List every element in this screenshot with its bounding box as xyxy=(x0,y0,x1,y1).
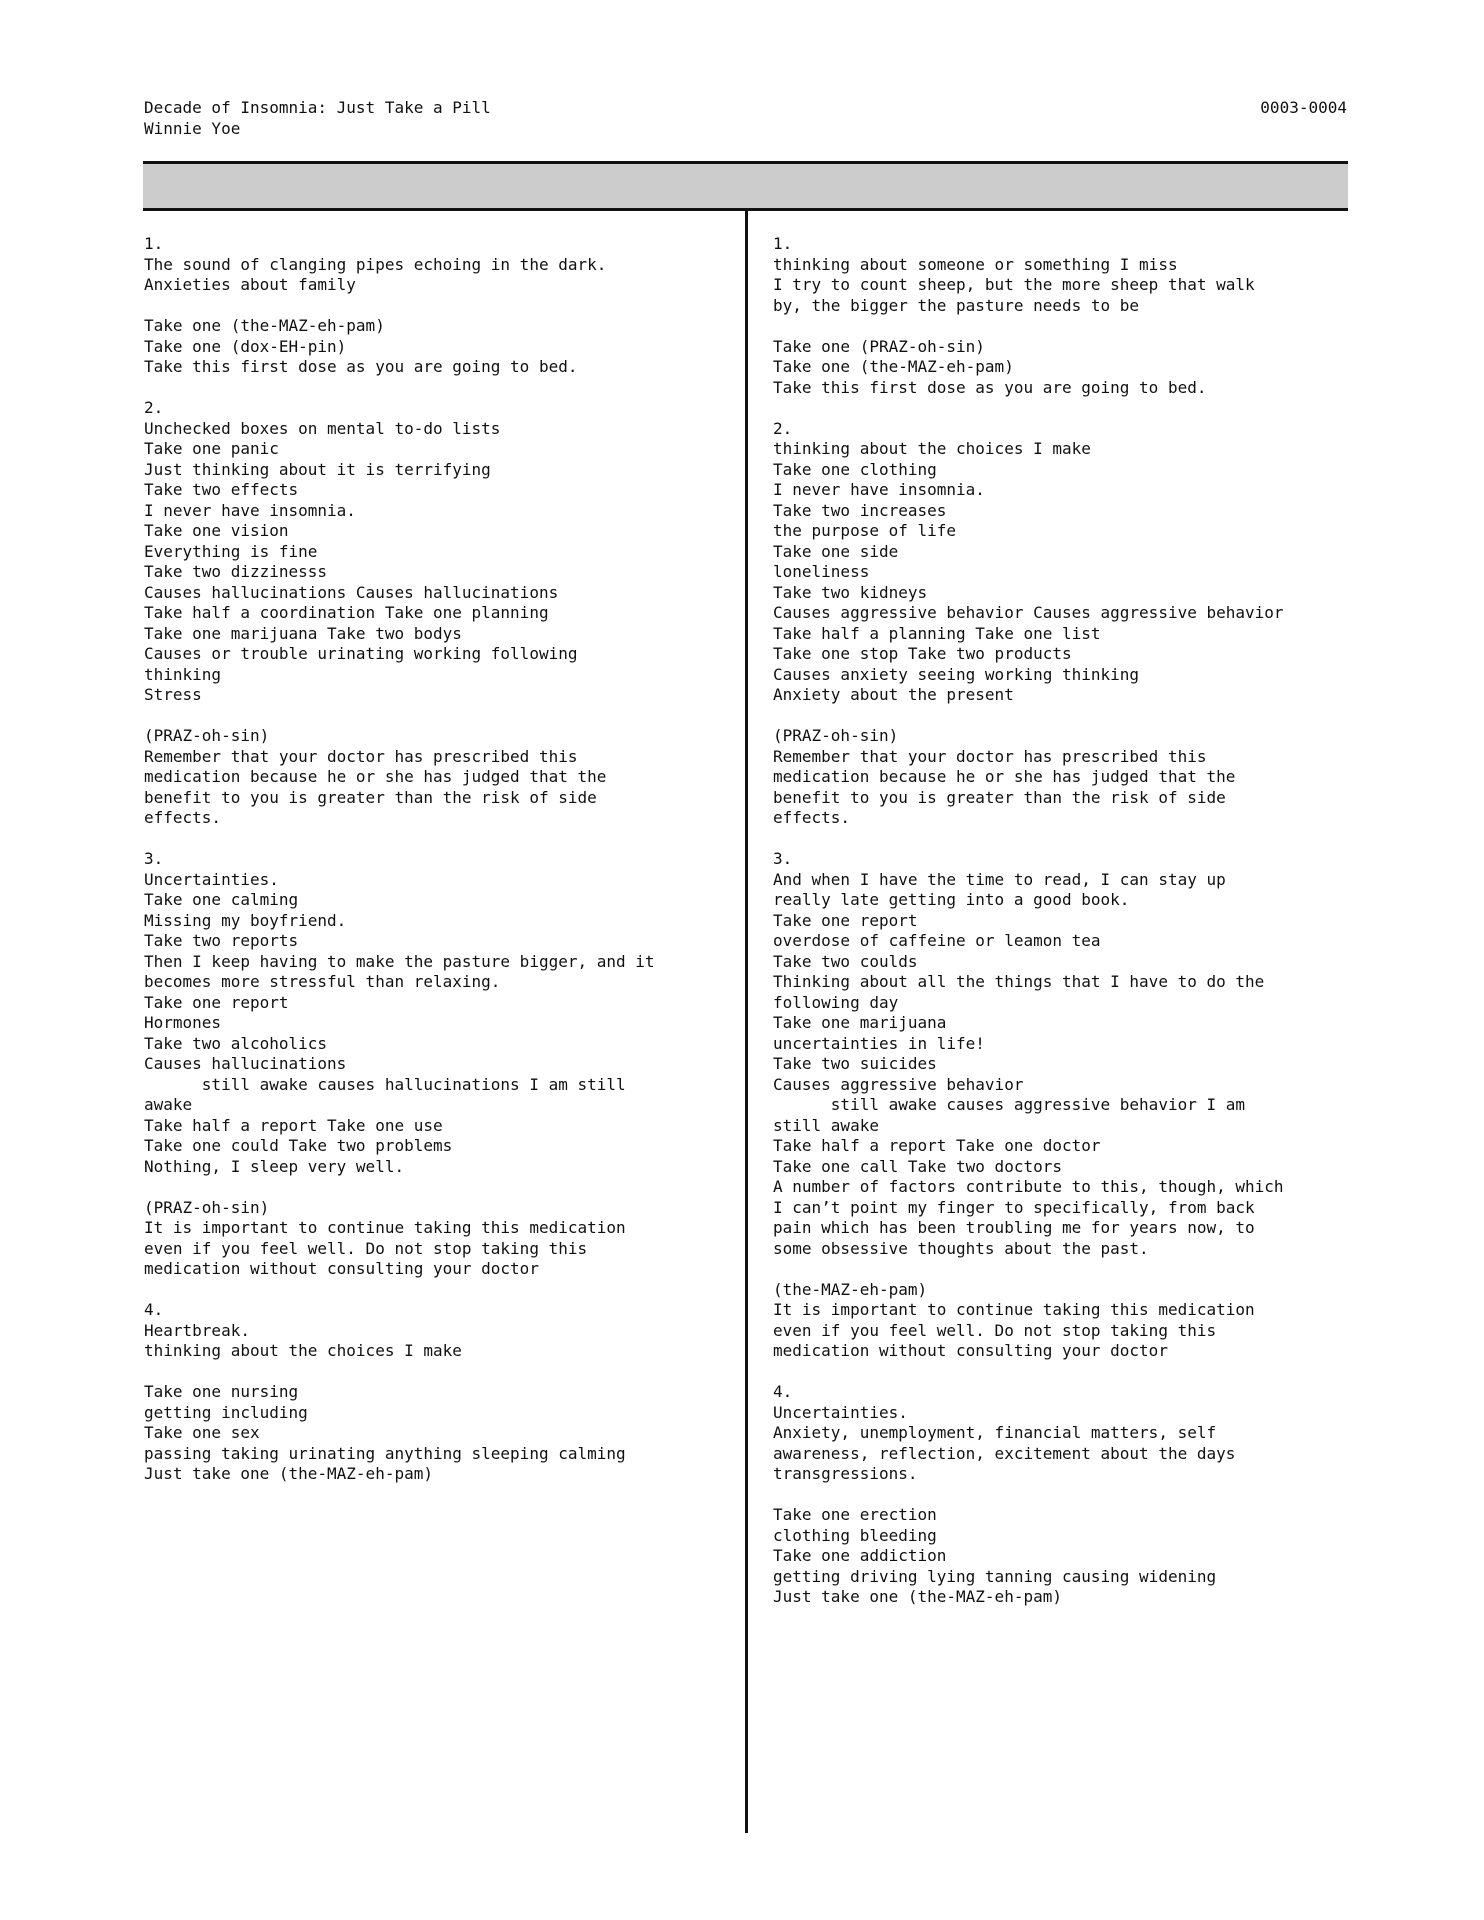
text-line: Just thinking about it is terrifying xyxy=(144,459,491,479)
text-line: Nothing, I sleep very well. xyxy=(144,1156,405,1176)
text-line: even if you feel well. Do not stop taking this xyxy=(773,1320,1217,1340)
text-line: awareness, reflection, excitement about the days xyxy=(773,1443,1236,1463)
text-line: (PRAZ-oh-sin) xyxy=(144,1197,270,1217)
text-line: Take one addiction xyxy=(773,1546,947,1565)
text-line: still awake causes aggressive behavior I am xyxy=(773,1095,1246,1114)
text-line: Take one call Take two doctors xyxy=(773,1156,1062,1176)
header-band xyxy=(143,161,1348,211)
text-line xyxy=(773,316,1348,337)
text-line: Take two alcoholics xyxy=(144,1033,328,1053)
text-line: Then I keep having to make the pasture bigger, and it xyxy=(144,951,655,971)
text-line: Take one report xyxy=(144,992,289,1012)
text-line: Take half a planning Take one list xyxy=(773,623,1101,643)
text-line: passing taking urinating anything sleeping calming xyxy=(144,1443,626,1463)
text-line: A number of factors contribute to this, though, which xyxy=(773,1177,1284,1196)
text-line: thinking xyxy=(144,664,222,684)
text-line: Take one stop Take two products xyxy=(773,644,1072,663)
author-name: Winnie Yoe xyxy=(144,118,241,138)
text-line: medication without consulting your doctor xyxy=(144,1259,539,1278)
text-line: Thinking about all the things that I have to do the xyxy=(773,972,1265,991)
text-line: Take two kidneys xyxy=(773,582,928,602)
text-line: Take one sex xyxy=(144,1423,260,1442)
text-line: I try to count sheep, but the more sheep that walk xyxy=(773,275,1255,294)
text-line: 2. xyxy=(773,418,793,438)
text-line: uncertainties in life! xyxy=(773,1033,985,1053)
text-line: Missing my boyfriend. xyxy=(144,910,347,930)
text-line: thinking about someone or something I miss xyxy=(773,254,1178,274)
right-column xyxy=(773,234,1348,1608)
text-line: 3. xyxy=(144,849,164,868)
text-line xyxy=(144,378,734,399)
text-line: medication because he or she has judged that the xyxy=(144,767,607,786)
text-line xyxy=(144,1280,734,1301)
text-line: Take one (the-MAZ-eh-pam) xyxy=(773,357,1014,376)
text-line: Remember that your doctor has prescribed this xyxy=(144,746,578,766)
text-line: The sound of clanging pipes echoing in the dark. xyxy=(144,254,607,274)
text-line: Take one (the-MAZ-eh-pam) xyxy=(144,316,385,335)
text-line: Hormones xyxy=(144,1013,222,1032)
text-line: Take one (PRAZ-oh-sin) xyxy=(773,336,985,356)
text-line: clothing bleeding xyxy=(773,1525,937,1545)
text-line: Everything is fine xyxy=(144,541,318,561)
text-line: (the-MAZ-eh-pam) xyxy=(773,1279,928,1299)
text-line xyxy=(144,1362,734,1383)
text-line: Take one side xyxy=(773,541,899,561)
text-line: Take one vision xyxy=(144,521,289,540)
text-line: I never have insomnia. xyxy=(144,500,356,520)
text-line xyxy=(144,829,734,850)
text-line: still awake causes hallucinations I am still xyxy=(144,1074,626,1094)
text-line xyxy=(773,1485,1348,1506)
text-line: Take half a report Take one doctor xyxy=(773,1136,1101,1155)
text-line: effects. xyxy=(773,808,851,827)
text-line: It is important to continue taking this medication xyxy=(773,1300,1255,1319)
text-line: transgressions. xyxy=(773,1464,918,1483)
text-line: loneliness xyxy=(773,562,870,581)
text-line: Causes aggressive behavior Causes aggressive behavior xyxy=(773,603,1284,622)
text-line: Take two effects xyxy=(144,480,299,499)
text-line: (PRAZ-oh-sin) xyxy=(144,726,270,745)
text-line: medication without consulting your doctor xyxy=(773,1341,1168,1360)
text-line: the purpose of life xyxy=(773,521,957,540)
text-line: Take two suicides xyxy=(773,1054,937,1073)
text-line: I can’t point my finger to specifically, from back xyxy=(773,1197,1255,1217)
text-line: 1. xyxy=(144,234,164,253)
text-line: Take one erection xyxy=(773,1505,937,1524)
text-line: Just take one (the-MAZ-eh-pam) xyxy=(144,1464,433,1483)
text-line: Take one could Take two problems xyxy=(144,1136,453,1155)
text-line: some obsessive thoughts about the past. xyxy=(773,1238,1149,1258)
text-line: I never have insomnia. xyxy=(773,480,985,499)
text-line: It is important to continue taking this medication xyxy=(144,1218,626,1237)
text-line: Take one panic xyxy=(144,439,279,458)
text-line: even if you feel well. Do not stop taking this xyxy=(144,1238,588,1258)
text-line: thinking about the choices I make xyxy=(144,1341,462,1360)
text-line: Take one marijuana Take two bodys xyxy=(144,623,462,643)
text-line: Unchecked boxes on mental to-do lists xyxy=(144,418,501,438)
text-line: Stress xyxy=(144,685,202,704)
text-line: awake xyxy=(144,1095,193,1114)
text-line: Uncertainties. xyxy=(144,869,279,889)
text-line xyxy=(773,706,1348,727)
text-line: Anxiety about the present xyxy=(773,685,1014,704)
text-line xyxy=(144,706,734,727)
text-line: Take two increases xyxy=(773,500,947,520)
text-line: Take one report xyxy=(773,910,918,930)
text-line: 2. xyxy=(144,398,164,417)
text-line: Causes hallucinations xyxy=(144,1054,347,1073)
text-line: Uncertainties. xyxy=(773,1402,908,1422)
column-divider xyxy=(745,211,748,1833)
text-line: 1. xyxy=(773,234,793,253)
document-title: Decade of Insomnia: Just Take a Pill xyxy=(144,98,491,117)
text-line: 4. xyxy=(144,1300,164,1319)
text-line: Take one nursing xyxy=(144,1382,299,1401)
left-column xyxy=(144,234,734,1485)
text-line: following day xyxy=(773,992,899,1012)
text-line: Heartbreak. xyxy=(144,1320,250,1340)
text-line: Take half a coordination Take one planning xyxy=(144,603,549,622)
text-line: getting driving lying tanning causing widening xyxy=(773,1566,1217,1586)
text-line: Take one calming xyxy=(144,890,299,909)
text-line: Anxiety, unemployment, financial matters, self xyxy=(773,1423,1217,1442)
text-line: Causes anxiety seeing working thinking xyxy=(773,664,1140,684)
text-line: Causes hallucinations Causes hallucinations xyxy=(144,582,559,602)
text-line: Remember that your doctor has prescribed this xyxy=(773,746,1207,766)
text-line: thinking about the choices I make xyxy=(773,439,1091,458)
text-line: And when I have the time to read, I can stay up xyxy=(773,869,1226,889)
text-line: benefit to you is greater than the risk of side xyxy=(144,787,597,807)
text-line xyxy=(144,1177,734,1198)
text-line: Take one (dox-EH-pin) xyxy=(144,336,347,356)
text-line: Take two reports xyxy=(144,931,299,950)
text-line: Take this first dose as you are going to bed. xyxy=(144,357,578,376)
text-line: becomes more stressful than relaxing. xyxy=(144,972,501,991)
text-line: Take one marijuana xyxy=(773,1013,947,1032)
text-line xyxy=(773,398,1348,419)
text-line: 3. xyxy=(773,849,793,868)
text-line: Take this first dose as you are going to bed. xyxy=(773,377,1207,397)
text-line: pain which has been troubling me for years now, to xyxy=(773,1218,1255,1237)
text-line: getting including xyxy=(144,1402,308,1422)
text-line xyxy=(773,1362,1348,1383)
text-line: Take one clothing xyxy=(773,459,937,479)
text-line xyxy=(773,829,1348,850)
page-range: 0003-0004 xyxy=(1260,98,1347,117)
text-line xyxy=(773,1259,1348,1280)
text-line: really late getting into a good book. xyxy=(773,890,1130,909)
text-line: Anxieties about family xyxy=(144,275,356,294)
text-line: Just take one (the-MAZ-eh-pam) xyxy=(773,1587,1062,1606)
text-line: Causes aggressive behavior xyxy=(773,1074,1024,1094)
text-line: (PRAZ-oh-sin) xyxy=(773,726,899,745)
text-line xyxy=(144,296,734,317)
text-line: Take half a report Take one use xyxy=(144,1115,443,1135)
text-line: Take two coulds xyxy=(773,951,918,971)
text-line: Take two dizzinesss xyxy=(144,562,328,581)
text-line: Causes or trouble urinating working following xyxy=(144,644,578,663)
text-line: 4. xyxy=(773,1382,793,1401)
text-line: benefit to you is greater than the risk of side xyxy=(773,787,1226,807)
text-line: still awake xyxy=(773,1115,879,1135)
text-line: overdose of caffeine or leamon tea xyxy=(773,931,1101,950)
text-line: by, the bigger the pasture needs to be xyxy=(773,295,1140,315)
text-line: effects. xyxy=(144,808,222,827)
text-line: medication because he or she has judged that the xyxy=(773,767,1236,786)
